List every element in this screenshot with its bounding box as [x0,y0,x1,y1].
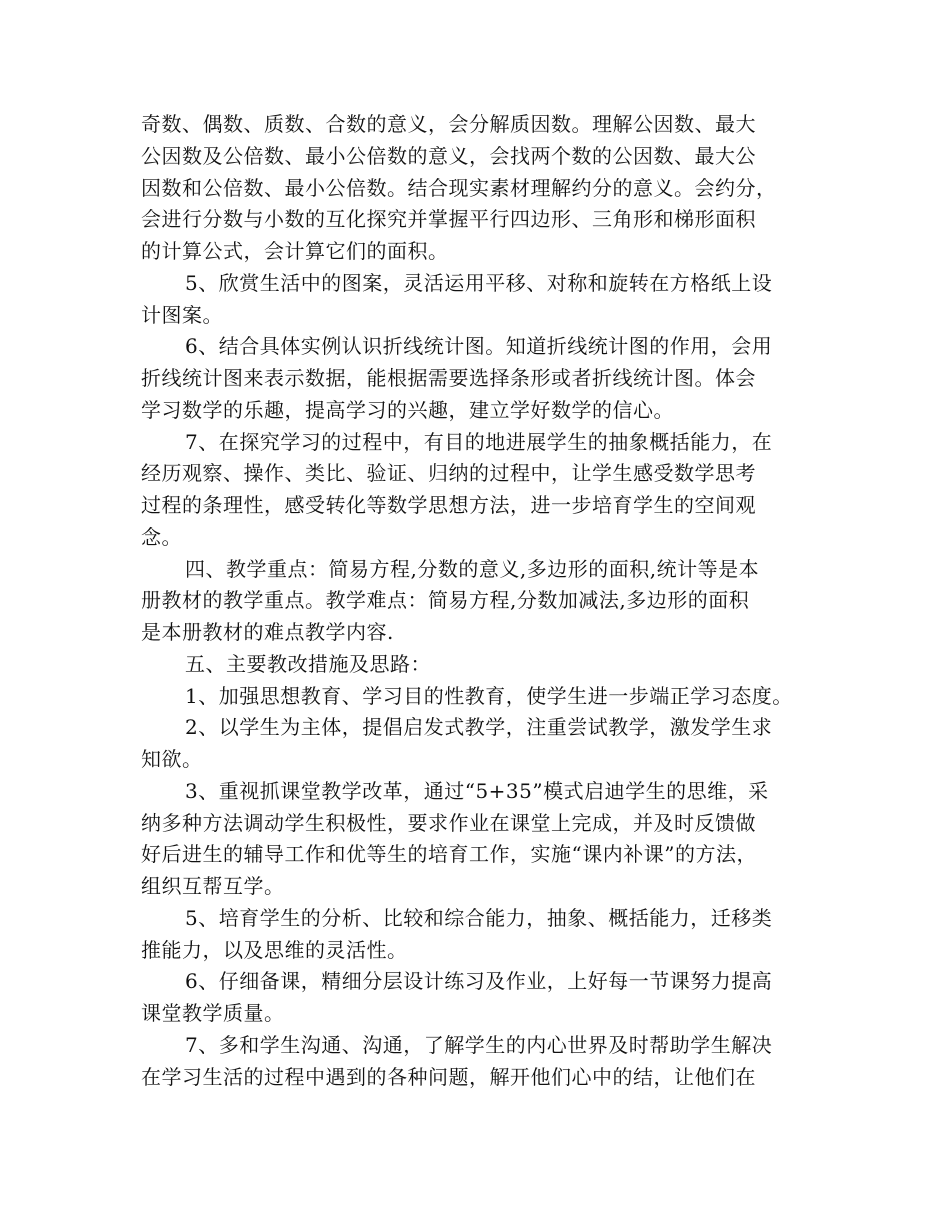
paragraph-line: 课堂教学质量。 [141,1001,285,1025]
paragraph-line: 学习数学的乐趣，提高学习的兴趣，建立学好数学的信心。 [141,397,674,422]
paragraph-line: 6、结合具体实例认识折线统计图。知道折线统计图的作用，会用 [185,334,773,359]
paragraph-line: 3、重视抓课堂教学改革，通过“5+35”模式启迪学生的思维，采 [185,778,769,803]
paragraph-line: 知欲。 [141,747,203,771]
paragraph-line: 组织互帮互学。 [141,874,285,898]
paragraph-line: 册教材的教学重点。教学难点：简易方程,分数加减法,多边形的面积 [141,588,750,613]
paragraph-line: 7、在探究学习的过程中，有目的地进展学生的抽象概括能力，在 [185,429,773,454]
paragraph-line: 公因数及公倍数、最小公倍数的意义，会找两个数的公因数、最大公 [141,143,756,168]
paragraph-line: 是本册教材的难点教学内容. [141,620,394,644]
paragraph-line: 2、以学生为主体，提倡启发式教学，注重尝试教学，激发学生求 [185,715,773,740]
document-body [141,109,821,1093]
paragraph-line: 在学习生活的过程中遇到的各种问题，解开他们心中的结，让他们在 [141,1064,756,1089]
paragraph-line: 5、欣赏生活中的图案，灵活运用平移、对称和旋转在方格纸上设 [185,270,773,295]
paragraph-line: 折线统计图来表示数据，能根据需要选择条形或者折线统计图。体会 [141,366,756,390]
paragraph-line: 奇数、偶数、质数、合数的意义，会分解质因数。理解公因数、最大 [141,112,756,136]
paragraph-line: 纳多种方法调动学生积极性，要求作业在课堂上完成，并及时反馈做 [141,810,756,835]
paragraph-line: 会进行分数与小数的互化探究并掌握平行四边形、三角形和梯形面积 [141,207,756,232]
paragraph-line: 经历观察、操作、类比、验证、归纳的过程中，让学生感受数学思考 [141,461,756,486]
section-heading-line: 五、主要教改措施及思路： [185,651,431,676]
paragraph-line: 念。 [141,524,182,549]
paragraph-line: 的计算公式，会计算它们的面积。 [141,239,449,263]
paragraph-line: 6、仔细备课，精细分层设计练习及作业，上好每一节课努力提高 [185,969,773,994]
paragraph-line: 计图案。 [141,302,223,327]
section-heading-line: 四、教学重点：简易方程,分数的意义,多边形的面积,统计等是本 [185,556,760,581]
paragraph-line: 因数和公倍数、最小公倍数。结合现实素材理解约分的意义。会约分， [141,175,777,200]
paragraph-line: 推能力，以及思维的灵活性。 [141,937,408,962]
paragraph-line: 5、培育学生的分析、比较和综合能力，抽象、概括能力，迁移类 [185,905,773,930]
paragraph-line: 7、多和学生沟通、沟通，了解学生的内心世界及时帮助学生解决 [185,1032,773,1057]
paragraph-line: 1、加强思想教育、学习目的性教育，使学生进一步端正学习态度。 [185,683,793,708]
paragraph-line: 好后进生的辅导工作和优等生的培育工作，实施“课内补课”的方法， [141,842,757,867]
paragraph-line: 过程的条理性，感受转化等数学思想方法，进一步培育学生的空间观 [141,493,756,517]
